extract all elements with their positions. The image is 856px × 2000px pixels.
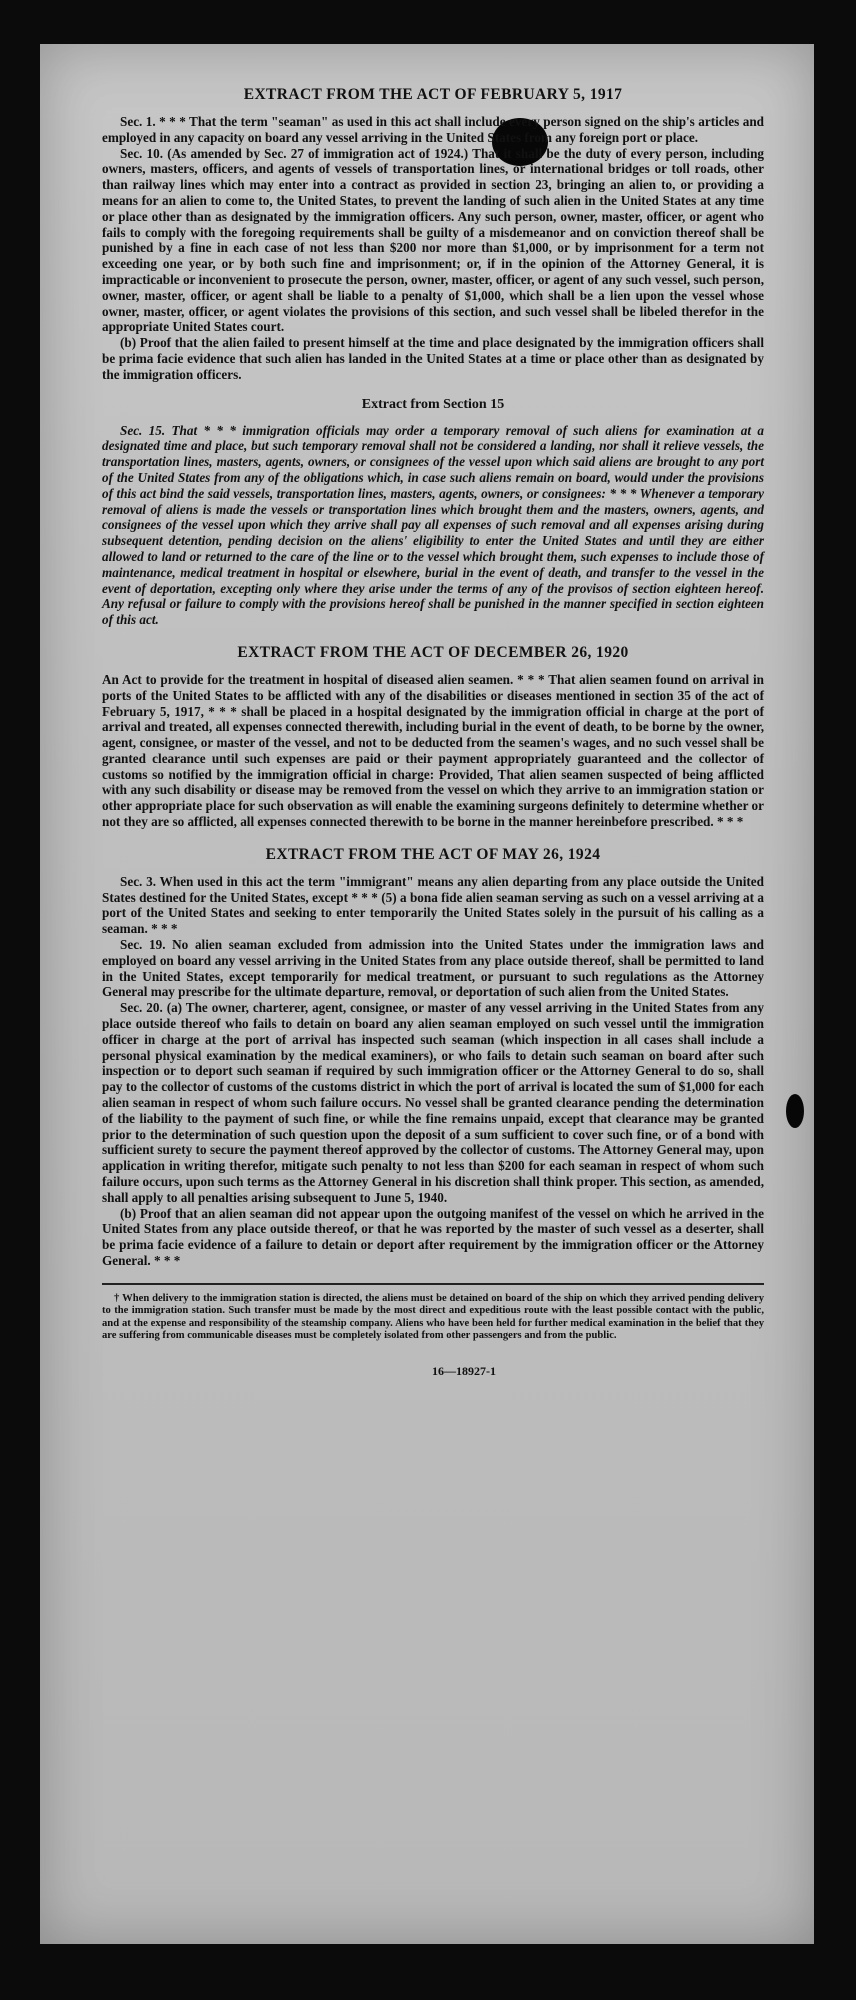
heading-act-1917: EXTRACT FROM THE ACT OF FEBRUARY 5, 1917 — [243, 86, 623, 103]
heading-act-1920: EXTRACT FROM THE ACT OF DECEMBER 26, 1920 — [237, 643, 629, 661]
document-page — [40, 44, 814, 1944]
act-1920-text: An Act to provide for the treatment in hospital of diseased alien seamen. * * * That alien seamen found on arrival in ports of the United States to be afflicted with any of the disabilities or diseases mentioned in section 35 of the act of February 5, 1917, * * * shall be placed in a hospital designated by the immigration official in charge at the port of arrival and treated, all expenses connected therewith, including burial in the event of death, to be borne by the owner, agent, consignee, or master of the vessel, and not to be deducted from the seamen's wages, and no such vessel shall be granted clearance until such expenses are paid or their payment appropriately guaranteed and the collector of customs so notified by the immigration official in charge: Provided, That alien seamen suspected of being afflicted with any such disability or disease may be removed from the vessel on which they arrive to an immigration station or other appropriate place for such observation as will enable the examining surgeons definitely to determine whether or not they are so afflicted, all expenses connected therewith to be borne in the manner hereinbefore prescribed. * * * — [102, 671, 764, 830]
section-20b-text: (b) Proof that an alien seaman did not appear upon the outgoing manifest of the vessel on which he arrived in the United States from any place outside thereof, or that he was reported by the master of such vessel as a deserter, shall be prima facie evidence of a failure to detain or deport after requirement by the immigration officer or the Attorney General. * * * — [102, 1205, 764, 1268]
section-1-text: Sec. 1. * * * That the term "seaman" as used in this act shall include every person signed on the ship's articles and employed in any capacity on board any vessel arriving in the United States from any foreign port or place. — [102, 114, 764, 145]
section-3-text: Sec. 3. When used in this act the term "immigrant" means any alien departing from any place outside the United States destined for the United States, except * * * (5) a bona fide alien seaman serving as such on a vessel arriving at a port of the United States and seeking to enter temporarily the United States solely in the pursuit of his calling as a seaman. * * * — [102, 873, 764, 937]
punch-hole — [786, 1094, 804, 1128]
document-body — [102, 86, 764, 1379]
footnote-text: † When delivery to the immigration station is directed, the aliens must be detained on board of the ship on which they arrived pending delivery to the immigration station. Such transfer must be made by the most direct and expeditious route with the least possible contact with the public, and at the expense and responsibility of the steamship company. Aliens who have been held for further medical examination in the belief that they are suffering from communicable diseases must be completely isolated from other passengers and from the public. — [102, 1292, 764, 1342]
form-number: 16—18927-1 — [432, 1364, 496, 1379]
heading-act-1924: EXTRACT FROM THE ACT OF MAY 26, 1924 — [265, 845, 601, 863]
footnote-divider — [102, 1283, 764, 1285]
section-20a-text: Sec. 20. (a) The owner, charterer, agent, consignee, or master of any vessel arriving in the United States from any place outside thereof who fails to detain on board any alien seaman employed on such vessel until the immigration officer in charge at the port of arrival has inspected such seaman (which inspection in all cases shall include a personal physical examination by the medical examiners), or who fails to detain such seaman on board after such inspection or to deport such seaman if required by such immigration officer or the Attorney General to do so, shall pay to the collector of customs of the customs district in which the port of arrival is located the sum of $1,000 for each alien seaman in respect of whom such failure occurs. No vessel shall be granted clearance pending the determination of the liability to the payment of such fine, or while the fine remains unpaid, except that clearance may be granted prior to the determination of such question upon the deposit of a sum sufficient to cover such fine, or of a bond with sufficient surety to secure the payment thereof approved by the collector of customs. The Attorney General may, upon application in writing therefor, mitigate such penalty to not less than $200 for each seaman in respect of whom such failure occurs, upon such terms as the Attorney General in his discretion shall think proper. This section, as amended, shall apply to all penalties arising subsequent to June 5, 1940. — [102, 1000, 764, 1205]
section-10-text: Sec. 10. (As amended by Sec. 27 of immigration act of 1924.) That it shall be the duty of every person, including owners, masters, officers, and agents of vessels of transportation lines, or international bridges or toll roads, other than railway lines which may enter into a contract as provided in section 23, bringing an alien to, or providing a means for an alien to come to, the United States, to prevent the landing of such alien in the United States at any time or place other than as designated by the immigration officers. Any such person, owner, master, officer, or agent who fails to comply with the foregoing requirements shall be guilty of a misdemeanor and on conviction thereof shall be punished by a fine in each case of not less than $200 nor more than $1,000, or by imprisonment for a term not exceeding one year, or by both such fine and imprisonment; or, if in the opinion of the Attorney General, it is impracticable or inconvenient to prosecute the person, owner, master, officer, or agent of any such vessel, such person, owner, master, officer, or agent shall be liable to a penalty of $1,000, which shall be a lien upon the vessel whose owner, master, officer, or agent violates the provisions of this section, and such vessel shall be libeled therefor in the appropriate United States court. — [102, 145, 764, 335]
section-19-text: Sec. 19. No alien seaman excluded from admission into the United States under the immigration laws and employed on board any vessel arriving in the United States from any place outside thereof, shall be permitted to land in the United States, except temporarily for medical treatment, or pursuant to such regulations as the Attorney General may prescribe for the ultimate departure, removal, or deportation of such alien from the United States. — [102, 937, 764, 1000]
heading-section-15: Extract from Section 15 — [361, 396, 505, 412]
section-10b-text: (b) Proof that the alien failed to present himself at the time and place designated by the immigration officers shall be prima facie evidence that such alien has landed in the United States at a time or place other than as designated by the immigration officers. — [102, 335, 764, 382]
section-15-text: Sec. 15. That * * * immigration officials may order a temporary removal of such aliens for examination at a designated time and place, but such temporary removal shall not be considered a landing, nor shall it relieve vessels, the transportation lines, masters, agents, owners, or consignees of the vessel upon which said aliens are brought to any port of the United States from any of the obligations which, in case such aliens remain on board, would under the provisions of this act bind the said vessels, transportation lines, masters, agents, owners, or consignees: * * * Whenever a temporary removal of aliens is made the vessels or transportation lines which brought them and the masters, owners, agents, and consignees of the vessel upon which they arrive shall pay all expenses of such removal and all expenses arising during subsequent detention, pending decision on the aliens' eligibility to enter the United States and until they are either allowed to land or returned to the care of the line or to the vessel which brought them, such expenses to include those of maintenance, medical treatment in hospital or elsewhere, burial in the event of death, and transfer to the vessel in the event of deportation, excepting only where they arise under the terms of any of the provisos of section eighteen hereof. Any refusal or failure to comply with the provisions hereof shall be punished in the manner specified in section eighteen of this act. — [102, 422, 764, 628]
